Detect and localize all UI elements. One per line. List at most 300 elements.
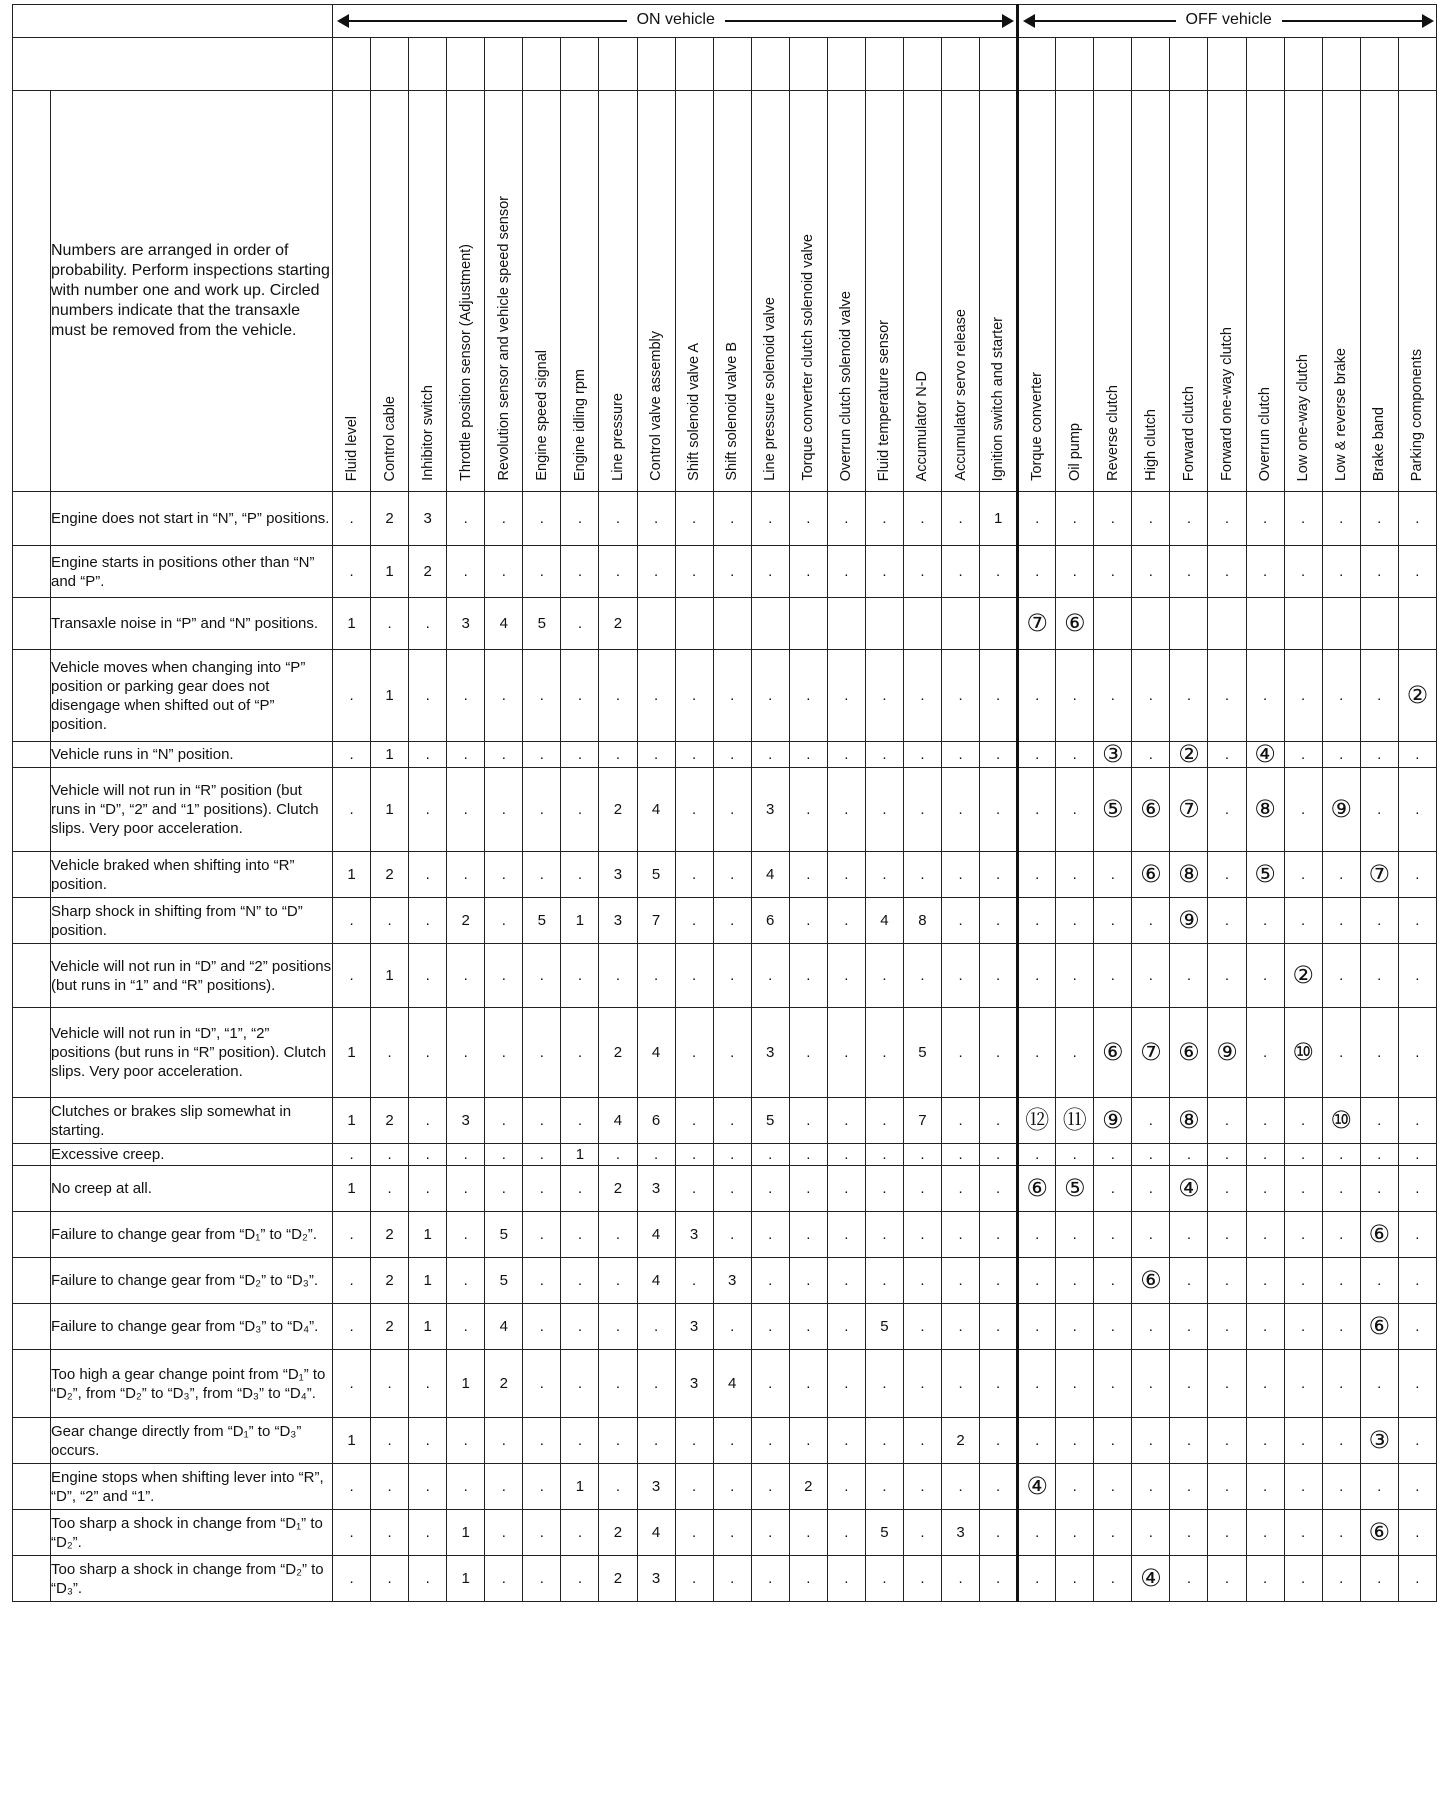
symptom-text: Vehicle moves when changing into “P” position or parking gear does not disengage when shifted out of “P” position. — [51, 650, 333, 742]
empty-mark: . — [615, 563, 621, 580]
empty-mark: . — [653, 1318, 659, 1335]
probability-cell — [371, 768, 409, 852]
probability-cell — [637, 1464, 675, 1510]
empty-mark: . — [1110, 1524, 1115, 1541]
probability-cell — [942, 1510, 980, 1556]
probability-cell — [1208, 1464, 1246, 1510]
probability-cell — [1170, 944, 1208, 1008]
probability-cell — [942, 1304, 980, 1350]
probability-cell — [1360, 898, 1398, 944]
blank-cell — [1360, 38, 1398, 91]
probability-cell — [1398, 1510, 1436, 1556]
empty-mark: . — [730, 1146, 735, 1163]
probability-cell — [903, 1098, 941, 1144]
empty-mark: . — [1110, 510, 1115, 527]
empty-mark: . — [692, 1272, 697, 1289]
probability-cell — [523, 1144, 561, 1166]
empty-mark: . — [1301, 912, 1306, 929]
column-header-label: Inhibitor switch — [419, 385, 436, 481]
probability-cell — [523, 1008, 561, 1098]
rank-number: 2 — [804, 1478, 813, 1495]
column-header — [561, 91, 599, 492]
empty-mark: . — [1415, 746, 1420, 763]
empty-mark: . — [653, 1146, 659, 1163]
probability-cell — [333, 546, 371, 598]
probability-cell — [637, 1258, 675, 1304]
empty-mark: . — [996, 967, 1001, 984]
empty-mark: . — [1377, 1375, 1382, 1392]
empty-mark: . — [1110, 1570, 1115, 1587]
symptom-text: Too sharp a shock in change from “D₂” to “D₃”. — [51, 1556, 333, 1602]
probability-cell — [599, 546, 637, 598]
probability-cell — [371, 1166, 409, 1212]
column-header — [637, 91, 675, 492]
symptom-text: Too sharp a shock in change from “D₁” to “D₂”. — [51, 1510, 333, 1556]
probability-cell — [751, 852, 789, 898]
row-stub — [13, 91, 51, 492]
empty-mark: . — [1072, 1524, 1077, 1541]
probability-cell — [447, 898, 485, 944]
empty-mark: . — [882, 866, 887, 883]
circled-rank: ⑩ — [1330, 1106, 1352, 1134]
probability-cell — [523, 1304, 561, 1350]
probability-cell — [903, 1212, 941, 1258]
empty-mark: . — [387, 1044, 392, 1061]
probability-cell — [1018, 1144, 1056, 1166]
empty-mark: . — [577, 1318, 582, 1335]
probability-cell — [1322, 768, 1360, 852]
empty-mark: . — [539, 1375, 544, 1392]
empty-mark: . — [1110, 563, 1115, 580]
empty-mark: . — [996, 1432, 1001, 1449]
probability-cell — [523, 742, 561, 768]
blank-cell — [1170, 38, 1208, 91]
empty-mark: . — [730, 1570, 735, 1587]
empty-mark: . — [349, 510, 354, 527]
off-vehicle-header-label: OFF vehicle — [1176, 11, 1282, 29]
probability-cell — [1246, 898, 1284, 944]
empty-mark: . — [958, 510, 963, 527]
symptom-row — [13, 1304, 1437, 1350]
rank-number: 1 — [575, 912, 585, 929]
symptom-row — [13, 1258, 1437, 1304]
probability-cell — [485, 1304, 523, 1350]
empty-mark: . — [425, 1478, 430, 1495]
empty-mark: . — [844, 510, 849, 527]
row-stub — [13, 598, 51, 650]
column-header — [599, 91, 637, 492]
probability-cell — [1056, 650, 1094, 742]
probability-cell — [1360, 944, 1398, 1008]
probability-cell — [1170, 1418, 1208, 1464]
blank-cell — [1094, 38, 1132, 91]
probability-cell — [1284, 1166, 1322, 1212]
column-header — [1132, 91, 1170, 492]
probability-cell — [637, 1510, 675, 1556]
empty-mark: . — [1186, 1375, 1192, 1392]
probability-cell — [333, 1350, 371, 1418]
empty-mark: . — [768, 1570, 773, 1587]
empty-mark: . — [768, 510, 773, 527]
empty-mark: . — [730, 866, 735, 883]
probability-cell — [789, 1008, 827, 1098]
empty-mark: . — [1262, 1375, 1268, 1392]
probability-cell — [1208, 598, 1246, 650]
probability-cell — [751, 1418, 789, 1464]
blank-cell — [1322, 38, 1360, 91]
empty-mark: . — [882, 1112, 887, 1129]
empty-mark: . — [844, 1570, 849, 1587]
empty-mark: . — [1415, 1570, 1420, 1587]
empty-mark: . — [501, 1524, 506, 1541]
empty-mark: . — [577, 1180, 582, 1197]
column-header-label: Torque converter clutch solenoid valve — [800, 234, 817, 481]
empty-mark: . — [1148, 1146, 1153, 1163]
probability-cell — [713, 598, 751, 650]
circled-rank: ⑦ — [1026, 609, 1048, 637]
empty-mark: . — [387, 1375, 392, 1392]
empty-mark: . — [1224, 1272, 1230, 1289]
empty-mark: . — [349, 1226, 354, 1243]
rank-number: 3 — [423, 510, 432, 527]
probability-cell — [675, 492, 713, 546]
empty-mark: . — [577, 1272, 582, 1289]
probability-cell — [675, 1144, 713, 1166]
probability-cell — [942, 852, 980, 898]
empty-mark: . — [958, 1112, 963, 1129]
probability-cell — [1360, 1418, 1398, 1464]
probability-cell — [599, 1418, 637, 1464]
empty-mark: . — [387, 1524, 392, 1541]
probability-cell — [599, 898, 637, 944]
probability-cell — [1398, 1350, 1436, 1418]
empty-mark: . — [1301, 1226, 1306, 1243]
probability-cell — [1208, 852, 1246, 898]
empty-mark: . — [692, 687, 697, 704]
empty-mark: . — [425, 687, 430, 704]
circled-rank: ⑥ — [1140, 795, 1162, 823]
circled-rank: ⑨ — [1178, 906, 1200, 934]
empty-mark: . — [1301, 1524, 1306, 1541]
probability-cell — [1246, 546, 1284, 598]
empty-mark: . — [768, 1375, 773, 1392]
probability-cell — [1094, 742, 1132, 768]
empty-mark: . — [463, 801, 468, 818]
probability-cell — [1056, 898, 1094, 944]
probability-cell — [1322, 546, 1360, 598]
empty-mark: . — [1301, 563, 1306, 580]
probability-cell — [637, 898, 675, 944]
probability-cell — [447, 944, 485, 1008]
arrow-left-icon — [337, 14, 349, 28]
empty-mark: . — [349, 746, 354, 763]
probability-cell — [447, 1556, 485, 1602]
empty-mark: . — [882, 1272, 887, 1289]
probability-cell — [713, 1008, 751, 1098]
column-header-label: Ignition switch and starter — [990, 316, 1007, 481]
probability-cell — [980, 898, 1018, 944]
empty-mark: . — [349, 1524, 354, 1541]
probability-cell — [1284, 650, 1322, 742]
probability-cell — [333, 1098, 371, 1144]
empty-mark: . — [882, 510, 887, 527]
probability-cell — [1398, 742, 1436, 768]
probability-cell — [1170, 650, 1208, 742]
column-header-label: Revolution sensor and vehicle speed sensor — [495, 196, 512, 481]
empty-mark: . — [1110, 1146, 1115, 1163]
probability-cell — [409, 768, 447, 852]
empty-mark: . — [1110, 1432, 1115, 1449]
probability-cell — [713, 492, 751, 546]
empty-mark: . — [1262, 510, 1268, 527]
empty-mark: . — [1072, 866, 1077, 883]
circled-rank: ⑨ — [1216, 1038, 1238, 1066]
empty-mark: . — [1035, 866, 1040, 883]
probability-cell — [1018, 1510, 1056, 1556]
probability-cell — [1132, 1464, 1170, 1510]
empty-mark: . — [692, 912, 697, 929]
probability-cell — [1056, 742, 1094, 768]
empty-mark: . — [806, 746, 811, 763]
empty-mark: . — [996, 1524, 1001, 1541]
empty-mark: . — [349, 1375, 354, 1392]
circled-rank: ② — [1292, 961, 1314, 989]
probability-cell — [675, 1008, 713, 1098]
probability-cell — [561, 492, 599, 546]
empty-mark: . — [577, 1570, 582, 1587]
probability-cell — [1170, 1464, 1208, 1510]
empty-mark: . — [1339, 1375, 1344, 1392]
probability-cell — [713, 1350, 751, 1418]
probability-cell — [827, 1556, 865, 1602]
probability-cell — [523, 1212, 561, 1258]
probability-cell — [980, 492, 1018, 546]
empty-mark: . — [1339, 1570, 1344, 1587]
probability-cell — [1094, 650, 1132, 742]
empty-mark: . — [1339, 746, 1344, 763]
probability-cell — [561, 1008, 599, 1098]
probability-cell — [865, 768, 903, 852]
empty-mark: . — [1415, 563, 1420, 580]
probability-cell — [789, 1464, 827, 1510]
rank-number: 2 — [613, 1180, 623, 1197]
empty-mark: . — [539, 1432, 544, 1449]
empty-mark: . — [539, 1044, 544, 1061]
probability-cell — [523, 1258, 561, 1304]
probability-cell — [827, 852, 865, 898]
empty-mark: . — [1415, 1318, 1420, 1335]
row-stub — [13, 650, 51, 742]
empty-mark: . — [806, 866, 811, 883]
empty-mark: . — [1224, 1226, 1230, 1243]
empty-mark: . — [577, 615, 582, 632]
probability-cell — [1322, 1144, 1360, 1166]
row-stub — [13, 546, 51, 598]
probability-cell — [865, 1008, 903, 1098]
probability-cell — [1056, 546, 1094, 598]
empty-mark: . — [1035, 687, 1040, 704]
probability-cell — [1170, 546, 1208, 598]
empty-mark: . — [1377, 1272, 1382, 1289]
empty-mark: . — [1301, 1478, 1306, 1495]
rank-number: 1 — [461, 1524, 470, 1541]
rank-number: 1 — [385, 687, 394, 704]
empty-mark: . — [463, 1146, 468, 1163]
empty-mark: . — [768, 687, 773, 704]
blank-header-cell — [13, 38, 333, 91]
column-header — [409, 91, 447, 492]
probability-cell — [942, 768, 980, 852]
empty-mark: . — [1377, 1146, 1382, 1163]
empty-mark: . — [920, 510, 925, 527]
probability-cell — [1056, 1098, 1094, 1144]
probability-cell — [675, 1418, 713, 1464]
probability-cell — [1322, 1464, 1360, 1510]
probability-cell — [1094, 1258, 1132, 1304]
blank-cell — [789, 38, 827, 91]
rank-number: 3 — [651, 1180, 661, 1197]
probability-cell — [1208, 1418, 1246, 1464]
circled-rank: ⑥ — [1368, 1220, 1390, 1248]
probability-cell — [1094, 944, 1132, 1008]
empty-mark: . — [1262, 1146, 1268, 1163]
probability-cell — [980, 1144, 1018, 1166]
symptom-text: Vehicle braked when shifting into “R” position. — [51, 852, 333, 898]
probability-cell — [1056, 1418, 1094, 1464]
probability-cell — [1284, 546, 1322, 598]
empty-mark: . — [1224, 1375, 1230, 1392]
column-header — [1056, 91, 1094, 492]
probability-cell — [751, 1304, 789, 1350]
rank-number: 3 — [651, 1570, 661, 1587]
probability-cell — [523, 898, 561, 944]
empty-mark: . — [577, 1044, 582, 1061]
probability-cell — [485, 650, 523, 742]
column-header-label: Low & reverse brake — [1333, 348, 1350, 481]
empty-mark: . — [501, 866, 506, 883]
empty-mark: . — [1262, 1318, 1268, 1335]
empty-mark: . — [882, 801, 887, 818]
probability-cell — [409, 1098, 447, 1144]
empty-mark: . — [539, 510, 544, 527]
empty-mark: . — [501, 1180, 506, 1197]
column-header-label: Control valve assembly — [648, 331, 665, 481]
probability-cell — [447, 1258, 485, 1304]
empty-mark: . — [349, 801, 354, 818]
probability-cell — [903, 1166, 941, 1212]
rank-number: 5 — [918, 1044, 927, 1061]
blank-cell — [599, 38, 637, 91]
row-stub — [13, 1350, 51, 1418]
column-header — [942, 91, 980, 492]
empty-mark: . — [501, 1432, 506, 1449]
column-header — [1094, 91, 1132, 492]
probability-cell — [751, 944, 789, 1008]
probability-cell — [1360, 492, 1398, 546]
empty-mark: . — [1035, 1524, 1040, 1541]
circled-rank: ⑨ — [1102, 1106, 1124, 1134]
empty-mark: . — [844, 967, 849, 984]
empty-mark: . — [958, 746, 963, 763]
probability-cell — [1170, 742, 1208, 768]
probability-cell — [1094, 1510, 1132, 1556]
empty-mark: . — [577, 1112, 582, 1129]
probability-cell — [485, 852, 523, 898]
column-header-label: Low one-way clutch — [1295, 353, 1312, 481]
probability-cell — [371, 944, 409, 1008]
probability-cell — [1056, 492, 1094, 546]
empty-mark: . — [1224, 1570, 1230, 1587]
empty-mark: . — [920, 866, 925, 883]
probability-cell — [675, 742, 713, 768]
probability-cell — [561, 650, 599, 742]
probability-cell — [865, 1304, 903, 1350]
empty-mark: . — [1339, 967, 1344, 984]
probability-cell — [1056, 1464, 1094, 1510]
empty-mark: . — [615, 1478, 621, 1495]
empty-mark: . — [1224, 687, 1230, 704]
empty-mark: . — [539, 1318, 544, 1335]
empty-mark: . — [996, 746, 1001, 763]
probability-cell — [1018, 598, 1056, 650]
empty-mark: . — [463, 1432, 468, 1449]
empty-mark: . — [425, 1375, 430, 1392]
probability-cell — [675, 1304, 713, 1350]
empty-mark: . — [1339, 1524, 1344, 1541]
probability-cell — [903, 1510, 941, 1556]
arrow-right-icon — [1002, 14, 1014, 28]
empty-mark: . — [1377, 746, 1382, 763]
empty-mark: . — [1301, 1112, 1306, 1129]
probability-cell — [1284, 1304, 1322, 1350]
probability-cell — [333, 650, 371, 742]
empty-mark: . — [768, 746, 773, 763]
probability-cell — [1246, 1556, 1284, 1602]
probability-cell — [1398, 1418, 1436, 1464]
probability-cell — [1094, 598, 1132, 650]
probability-cell — [1360, 1144, 1398, 1166]
empty-mark: . — [996, 1272, 1001, 1289]
rank-number: 6 — [766, 912, 775, 929]
empty-mark: . — [1415, 1375, 1420, 1392]
row-stub — [13, 1008, 51, 1098]
probability-cell — [1170, 1258, 1208, 1304]
rank-number: 4 — [499, 615, 508, 632]
empty-mark: . — [958, 687, 963, 704]
probability-cell — [1322, 1304, 1360, 1350]
empty-mark: . — [806, 967, 811, 984]
empty-mark: . — [692, 1570, 697, 1587]
symptom-row — [13, 852, 1437, 898]
probability-cell — [447, 598, 485, 650]
empty-mark: . — [730, 967, 735, 984]
probability-cell — [485, 1464, 523, 1510]
rank-number: 4 — [613, 1112, 623, 1129]
empty-mark: . — [501, 1570, 506, 1587]
probability-cell — [485, 898, 523, 944]
probability-cell — [865, 1418, 903, 1464]
empty-mark: . — [1035, 1375, 1040, 1392]
probability-cell — [903, 598, 941, 650]
probability-cell — [789, 1304, 827, 1350]
probability-cell — [865, 492, 903, 546]
probability-cell — [1056, 1008, 1094, 1098]
probability-cell — [1246, 1144, 1284, 1166]
probability-cell — [409, 898, 447, 944]
probability-cell — [1360, 546, 1398, 598]
probability-cell — [1360, 1464, 1398, 1510]
empty-mark: . — [1339, 1432, 1344, 1449]
